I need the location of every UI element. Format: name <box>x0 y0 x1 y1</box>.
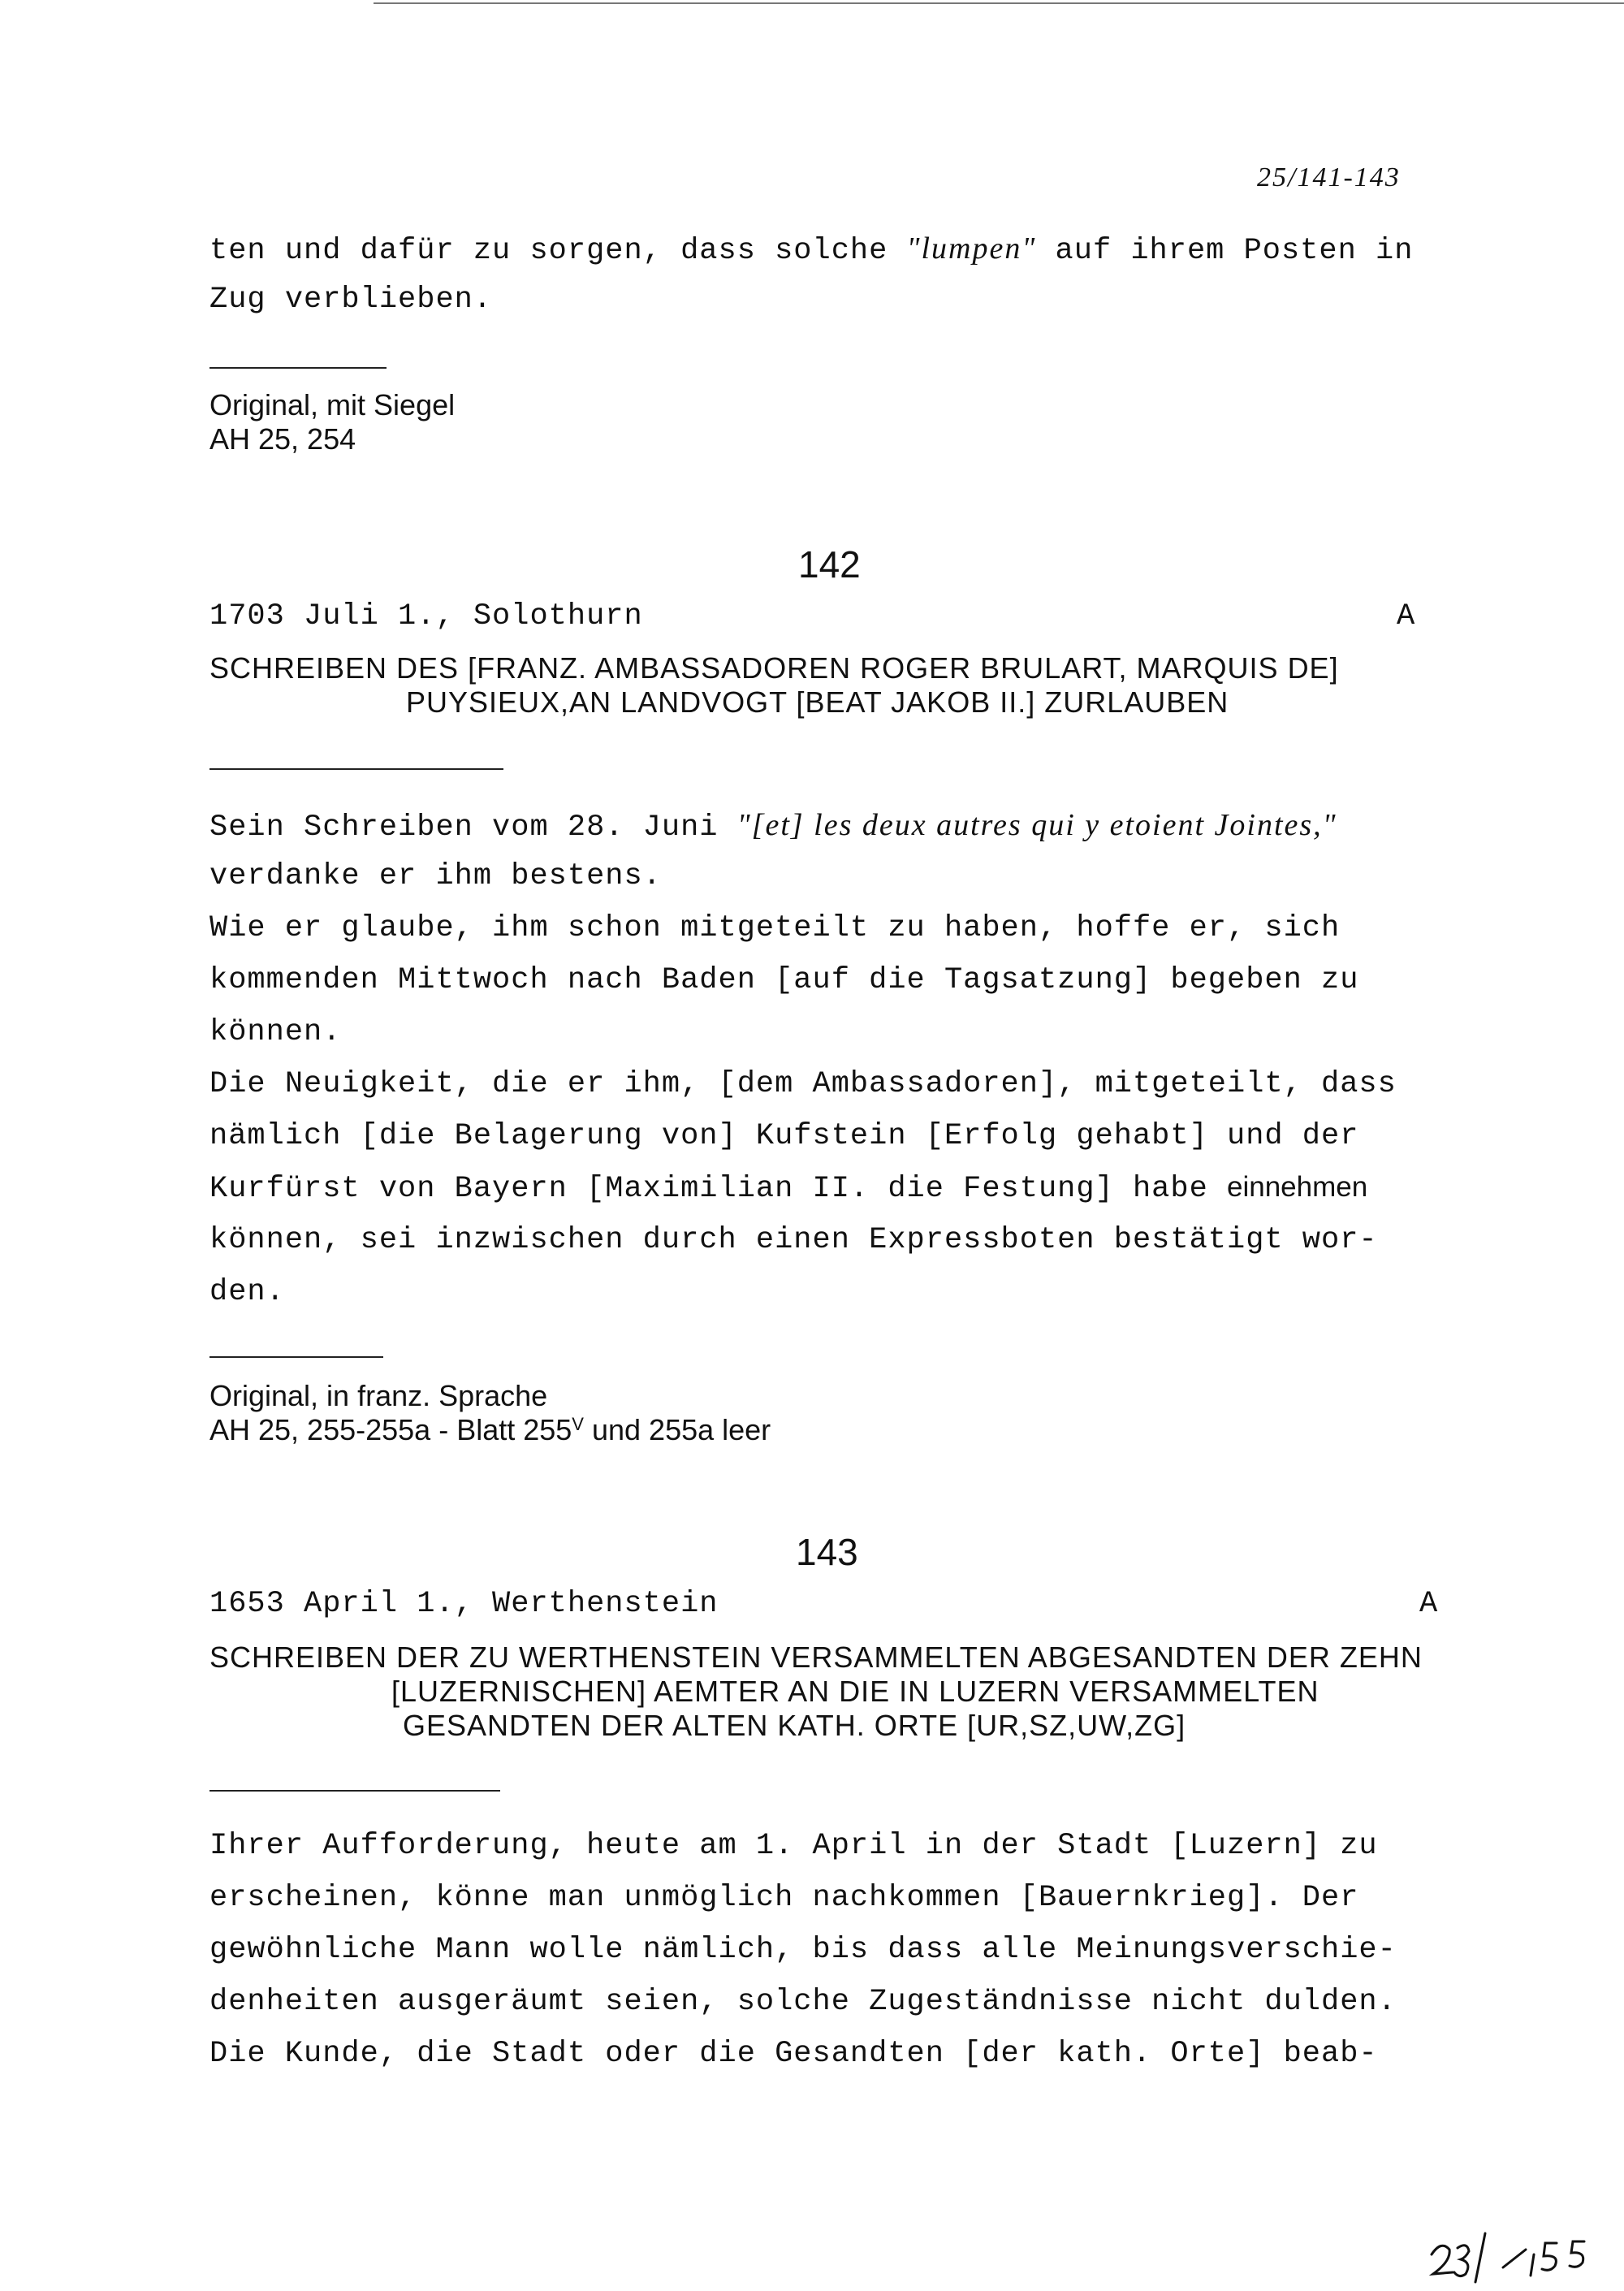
document-title-line: SCHREIBEN DER ZU WERTHENSTEIN VERSAMMELTEN ABGESANDTEN DER ZEHN <box>209 1640 1423 1674</box>
body-line: gewöhnliche Mann wolle nämlich, bis dass alle Meinungsverschie- <box>209 1933 1397 1967</box>
handwritten-page-number <box>1425 2225 1604 2286</box>
body-line: können, sei inzwischen durch einen Expressboten bestätigt wor- <box>209 1223 1378 1257</box>
document-title-line: PUYSIEUX,AN LANDVOGT [BEAT JAKOB II.] ZURLAUBEN <box>406 685 1229 719</box>
document-number: 143 <box>796 1531 858 1573</box>
intro-line-1 <box>209 231 1413 268</box>
body-quote: "[et] les deux autres qui y etoient Jointes," <box>736 808 1337 842</box>
document-title-line: [LUZERNISCHEN] AEMTER AN DIE IN LUZERN VERSAMMELTEN <box>391 1675 1320 1708</box>
document-marker: A <box>1419 1587 1438 1621</box>
section-rule <box>209 768 503 770</box>
body-line: Die Neuigkeit, die er ihm, [dem Ambassadoren], mitgeteilt, dass <box>209 1067 1397 1101</box>
document-marker: A <box>1397 599 1415 633</box>
body-line: erscheinen, könne man unmöglich nachkommen [Bauernkrieg]. Der <box>209 1881 1359 1915</box>
body-line: verdanke er ihm bestens. <box>209 859 662 893</box>
source-line <box>209 1413 771 1447</box>
body-line <box>209 807 1337 845</box>
body-line: Die Kunde, die Stadt oder die Gesandten [der kath. Orte] beab- <box>209 2037 1378 2071</box>
intro-text-b: auf ihrem Posten in <box>1036 234 1414 268</box>
body-text: Kurfürst von Bayern [Maximilian II. die Festung] habe <box>209 1172 1227 1206</box>
document-title-line: GESANDTEN DER ALTEN KATH. ORTE [UR,SZ,UW,ZG] <box>403 1709 1186 1742</box>
document-number: 142 <box>798 543 861 586</box>
document-title-line: SCHREIBEN DES [FRANZ. AMBASSADOREN ROGER BRULART, MARQUIS DE] <box>209 651 1339 685</box>
top-border-line <box>374 2 1624 4</box>
source-line: Original, in franz. Sprache <box>209 1379 548 1412</box>
intro-text-a: ten und dafür zu sorgen, dass solche <box>209 234 907 268</box>
body-line: den. <box>209 1275 285 1309</box>
body-line: nämlich [die Belagerung von] Kufstein [Erfolg gehabt] und der <box>209 1119 1359 1153</box>
date-place: 1653 April 1., Werthenstein <box>209 1587 719 1621</box>
body-text: Sein Schreiben vom 28. Juni <box>209 810 737 845</box>
body-line: denheiten ausgeräumt seien, solche Zugeständnisse nicht dulden. <box>209 1985 1397 2019</box>
intro-quote: "lumpen" <box>906 231 1037 266</box>
source-text: AH 25, 255-255a - Blatt 255 <box>209 1413 572 1446</box>
body-line: können. <box>209 1015 342 1049</box>
source-superscript: V <box>572 1414 584 1434</box>
source-text: und 255a leer <box>583 1413 771 1446</box>
page-reference: 25/141-143 <box>1257 162 1401 192</box>
source-line: AH 25, 254 <box>209 422 356 456</box>
body-line: kommenden Mittwoch nach Baden [auf die Tagsatzung] begeben zu <box>209 963 1359 997</box>
section-rule <box>209 1790 500 1792</box>
date-place: 1703 Juli 1., Solothurn <box>209 599 643 633</box>
body-line <box>209 1171 1367 1206</box>
body-text-inserted: einnehmen <box>1227 1171 1368 1203</box>
body-line: Ihrer Aufforderung, heute am 1. April in der Stadt [Luzern] zu <box>209 1829 1378 1863</box>
source-line: Original, mit Siegel <box>209 388 456 421</box>
intro-line-2: Zug verblieben. <box>209 283 493 317</box>
body-line: Wie er glaube, ihm schon mitgeteilt zu haben, hoffe er, sich <box>209 911 1341 945</box>
footnote-rule <box>209 367 387 369</box>
footnote-rule <box>209 1356 383 1358</box>
